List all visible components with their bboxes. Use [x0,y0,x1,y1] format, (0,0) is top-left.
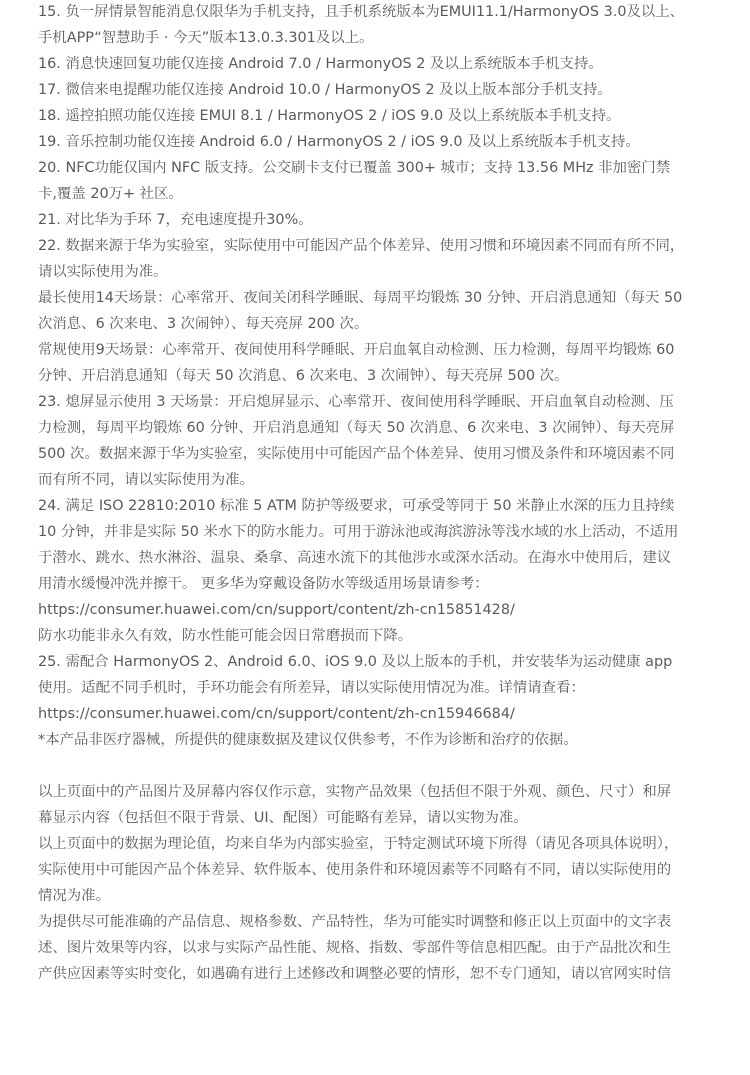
notes-document [38,0,714,987]
text-line: 防水功能非永久有效，防水性能可能会因日常磨损而下降。 [38,628,413,644]
text-line: 用清水缓慢冲洗并擦干。 更多华为穿戴设备防水等级适用场景请参考： [38,576,489,592]
text-line: 最长使用14天场景：心率常开、夜间关闭科学睡眠、每周平均锻炼 30 分钟、开启消息通知（每天 50 [38,290,683,306]
text-line: 以上页面中的数据为理论值，均来自华为内部实验室，于特定测试环境下所得（请见各项具体说明）， [38,836,679,852]
text-line: 手机APP“智慧助手 · 今天”版本13.0.3.301及以上。 [38,30,374,46]
text-line: 述、图片效果等内容，以求与实际产品性能、规格、指数、零部件等信息相匹配。由于产品批次和生 [38,940,672,956]
text-line: 情况为准。 [38,888,110,904]
text-line: 次消息、6 次来电、3 次闹钟）、每天亮屏 200 次。 [38,316,369,332]
text-line: 16. 消息快速回复功能仅连接 Android 7.0 / HarmonyOS 2 及以上系统版本手机支持。 [38,56,603,72]
text-line: 25. 需配合 HarmonyOS 2、Android 6.0、iOS 9.0 及以上版本的手机，并安装华为运动健康 app [38,654,673,670]
text-line: 卡,覆盖 20万+ 社区。 [38,186,183,202]
text-line: 产供应因素等实时变化，如遇确有进行上述修改和调整必要的情形，恕不专门通知，请以官网实时信 [38,966,672,982]
text-line: https://consumer.huawei.com/cn/support/content/zh-cn15946684/ [38,706,515,722]
text-line: 以上页面中的产品图片及屏幕内容仅作示意，实物产品效果（包括但不限于外观、颜色、尺寸）和屏 [38,784,672,800]
text-line: 使用。适配不同手机时，手环功能会有所差异，请以实际使用情况为准。详情请查看： [38,680,585,696]
text-line: 22. 数据来源于华为实验室，实际使用中可能因产品个体差异、使用习惯和环境因素不同而有所不同， [38,238,685,254]
text-line: 18. 遥控拍照功能仅连接 EMUI 8.1 / HarmonyOS 2 / iOS 9.0 及以上系统版本手机支持。 [38,108,621,124]
section-spacer [38,753,714,779]
text-line: 而有所不同，请以实际使用为准。 [38,472,254,488]
text-line: 19. 音乐控制功能仅连接 Android 6.0 / HarmonyOS 2 / iOS 9.0 及以上系统版本手机支持。 [38,134,640,150]
text-line: 10 分钟，并非是实际 50 米水下的防水能力。可用于游泳池或海滨游泳等浅水域的水上活动，不适用 [38,524,679,540]
text-line: 请以实际使用为准。 [38,264,168,280]
text-line: 500 次。数据来源于华为实验室，实际使用中可能因产品个体差异、使用习惯及条件和环境因素不同 [38,446,675,462]
text-line: 实际使用中可能因产品个体差异、软件版本、使用条件和环境因素等不同略有不同，请以实际使用的 [38,862,672,878]
text-line: 20. NFC功能仅国内 NFC 版支持。公交刷卡支付已覆盖 300+ 城市；支持 13.56 MHz 非加密门禁 [38,160,671,176]
text-line: 力检测，每周平均锻炼 60 分钟、开启消息通知（每天 50 次消息、6 次来电、3 次闹钟）、每天亮屏 [38,420,675,436]
text-line: 为提供尽可能准确的产品信息、规格参数、产品特性，华为可能实时调整和修正以上页面中的文字表 [38,914,672,930]
text-line: 24. 满足 ISO 22810:2010 标准 5 ATM 防护等级要求，可承受等同于 50 米静止水深的压力且持续 [38,498,675,514]
text-line: 15. 负一屏情景智能消息仅限华为手机支持，且手机系统版本为EMUI11.1/HarmonyOS 3.0及以上、 [38,4,685,20]
text-line: 21. 对比华为手环 7，充电速度提升30%。 [38,212,313,228]
footnotes-section [38,0,714,753]
text-line: 分钟、开启消息通知（每天 50 次消息、6 次来电、3 次闹钟）、每天亮屏 500 次。 [38,368,569,384]
disclaimer-section [38,779,714,987]
text-line: 23. 熄屏显示使用 3 天场景：开启熄屏显示、心率常开、夜间使用科学睡眠、开启血氧自动检测、压 [38,394,674,410]
text-line: 于潜水、跳水、热水淋浴、温泉、桑拿、高速水流下的其他涉水或深水活动。在海水中使用后，建议 [38,550,672,566]
text-line: 常规使用9天场景：心率常开、夜间使用科学睡眠、开启血氧自动检测、压力检测，每周平均锻炼 60 [38,342,675,358]
text-line: *本产品非医疗器械，所提供的健康数据及建议仅供参考，不作为诊断和治疗的依据。 [38,732,578,748]
text-line: 17. 微信来电提醒功能仅连接 Android 10.0 / HarmonyOS 2 及以上版本部分手机支持。 [38,82,612,98]
text-line: 幕显示内容（包括但不限于背景、UI、配图）可能略有差异，请以实物为准。 [38,810,528,826]
text-line: https://consumer.huawei.com/cn/support/content/zh-cn15851428/ [38,602,515,618]
